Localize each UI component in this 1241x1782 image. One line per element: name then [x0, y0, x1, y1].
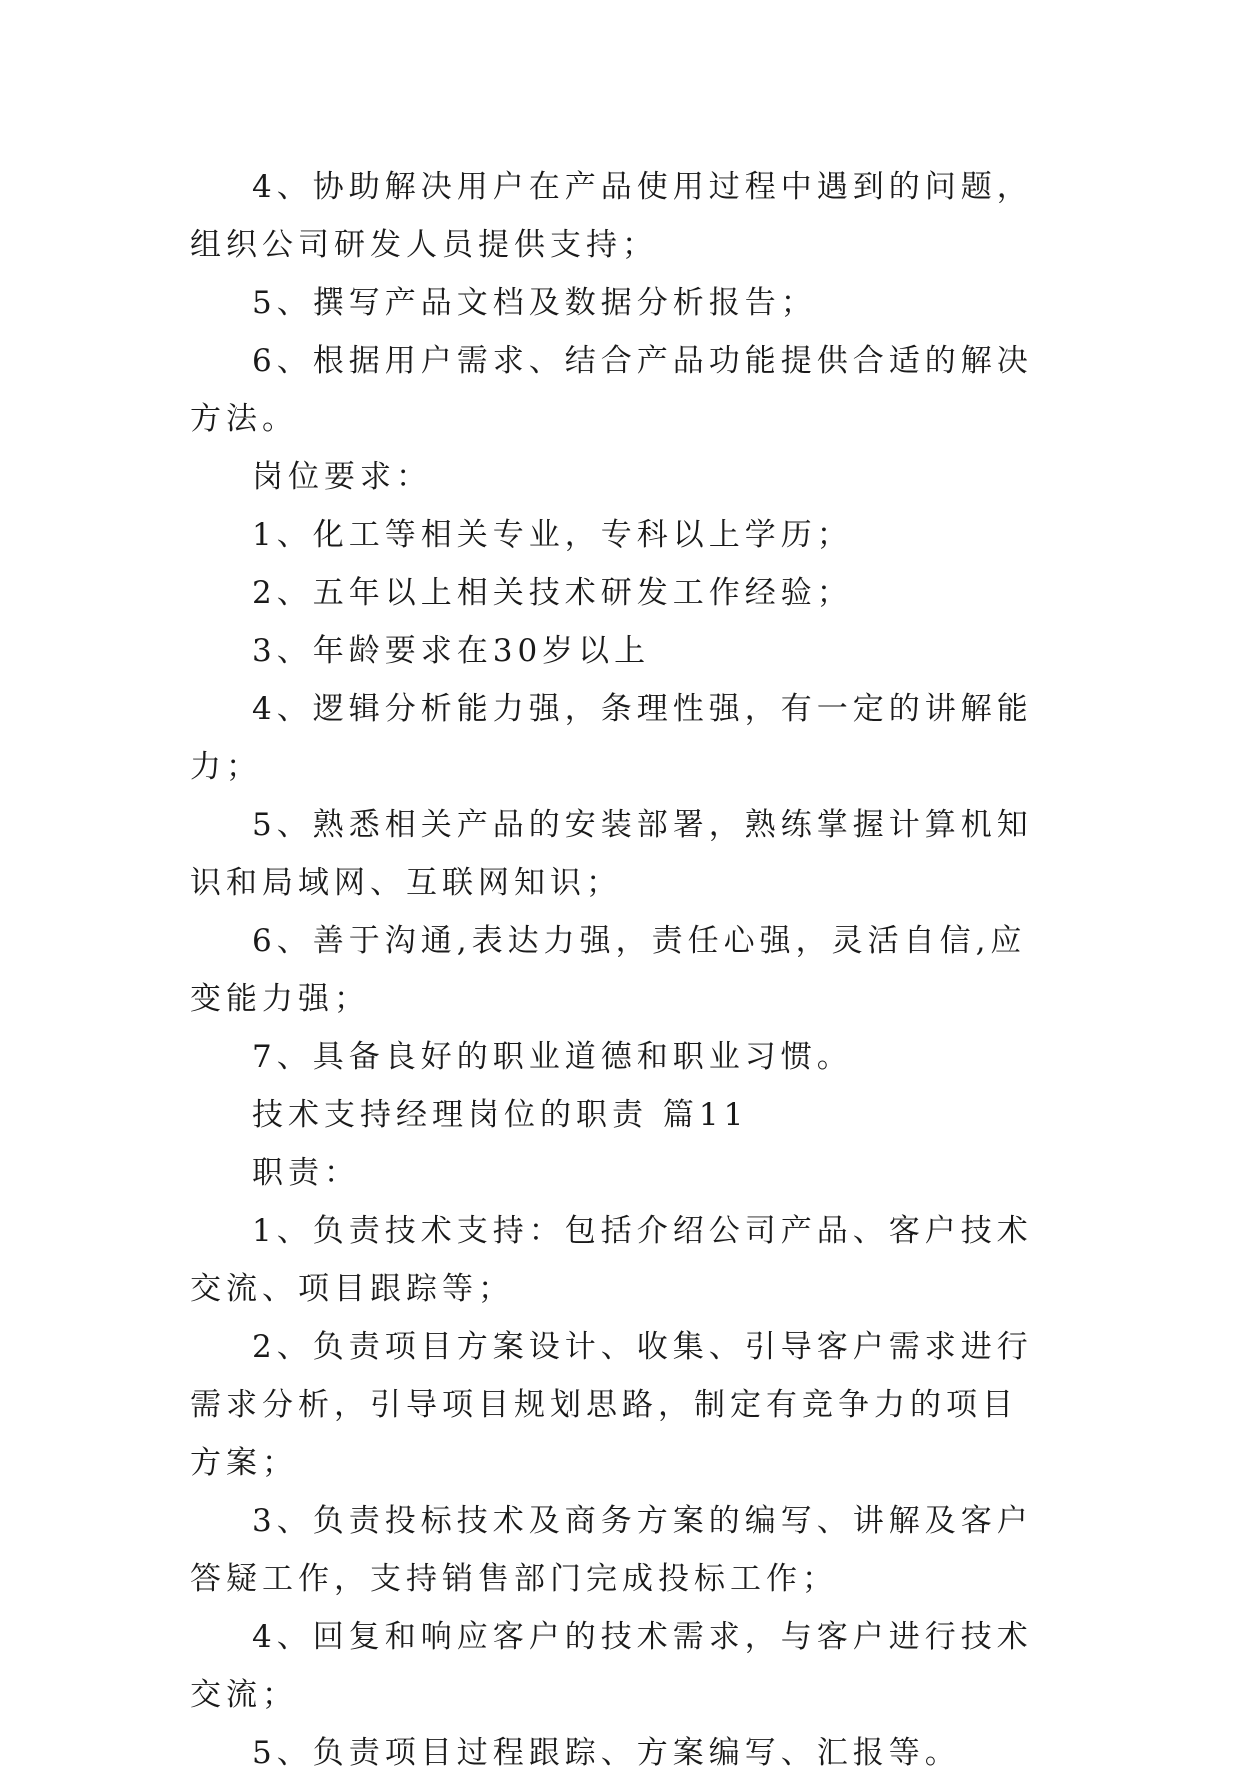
body-paragraph: 2、负责项目方案设计、收集、引导客户需求进行需求分析，引导项目规划思路，制定有竞争力的项目方案；	[190, 1329, 1033, 1481]
body-paragraph: 4、回复和响应客户的技术需求，与客户进行技术交流；	[190, 1619, 1033, 1713]
section-heading: 岗位要求：	[252, 459, 432, 495]
body-paragraph: 1、负责技术支持：包括介绍公司产品、客户技术交流、项目跟踪等；	[190, 1213, 1033, 1307]
body-paragraph: 3、年龄要求在30岁以上	[252, 633, 651, 669]
body-paragraph: 4、逻辑分析能力强，条理性强，有一定的讲解能力；	[190, 691, 1033, 785]
section-title: 技术支持经理岗位的职责 篇11	[252, 1097, 749, 1133]
body-paragraph: 5、撰写产品文档及数据分析报告；	[252, 285, 817, 321]
body-paragraph: 4、协助解决用户在产品使用过程中遇到的问题，组织公司研发人员提供支持；	[190, 169, 1033, 263]
body-paragraph: 2、五年以上相关技术研发工作经验；	[252, 575, 853, 611]
body-paragraph: 6、根据用户需求、结合产品功能提供合适的解决方法。	[190, 343, 1033, 437]
body-paragraph: 5、负责项目过程跟踪、方案编写、汇报等。	[252, 1735, 961, 1771]
body-paragraph: 3、负责投标技术及商务方案的编写、讲解及客户答疑工作，支持销售部门完成投标工作；	[190, 1503, 1033, 1597]
body-paragraph: 5、熟悉相关产品的安装部署，熟练掌握计算机知识和局域网、互联网知识；	[190, 807, 1033, 901]
body-paragraph: 1、化工等相关专业，专科以上学历；	[252, 517, 853, 553]
section-heading: 职责：	[252, 1155, 360, 1191]
body-paragraph: 6、善于沟通,表达力强，责任心强，灵活自信,应变能力强；	[190, 923, 1027, 1017]
body-paragraph: 7、具备良好的职业道德和职业习惯。	[252, 1039, 853, 1075]
